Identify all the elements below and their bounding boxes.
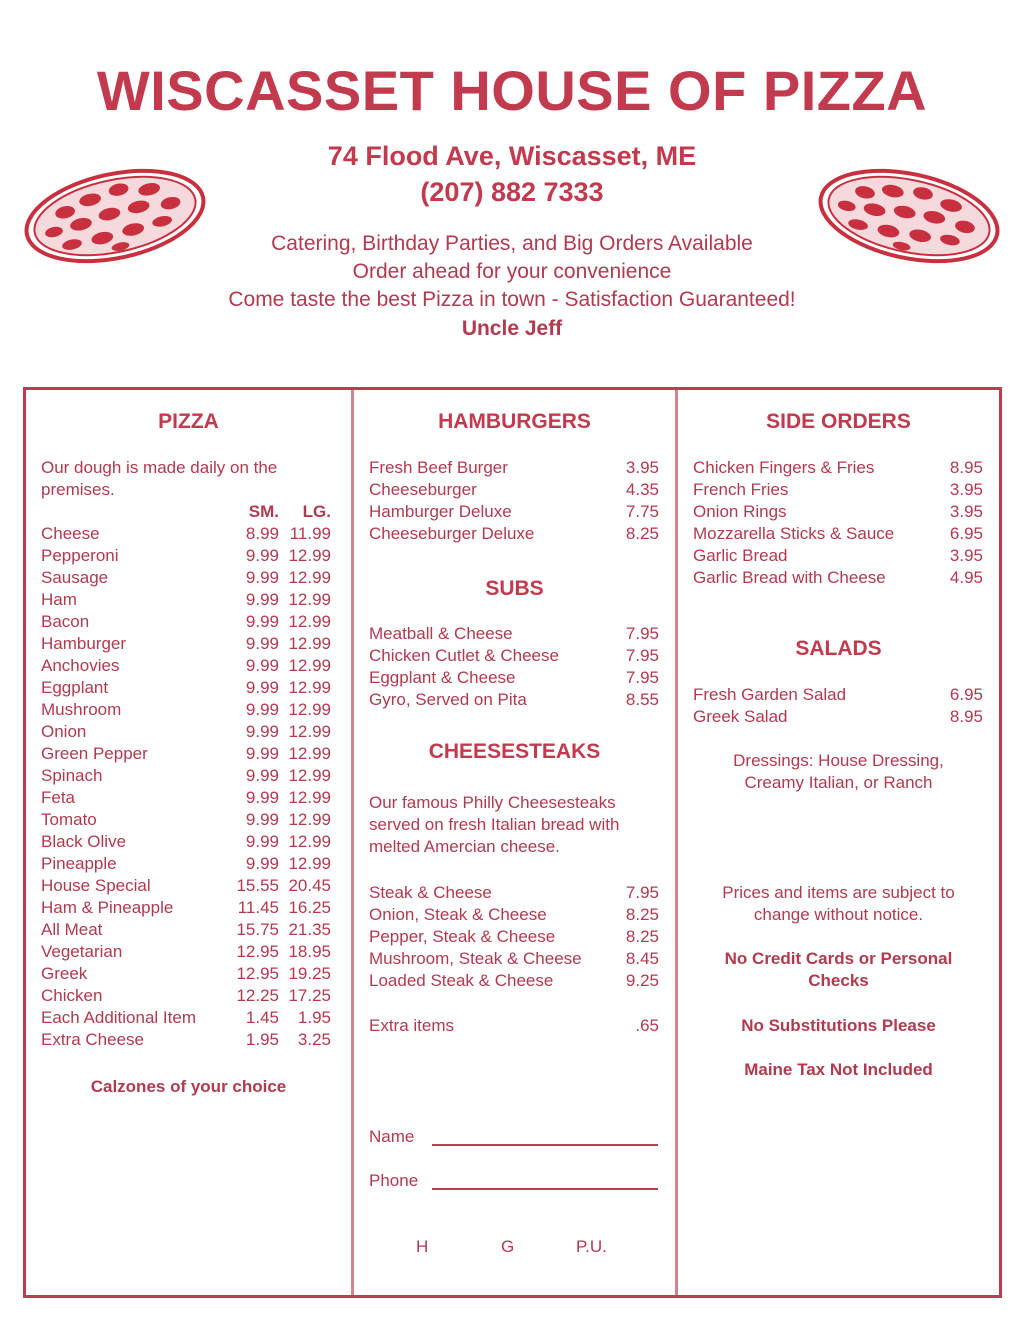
- tax-notice: Maine Tax Not Included: [744, 1060, 933, 1079]
- menu-item-row: [41, 721, 331, 743]
- menu-item-row: [41, 809, 331, 831]
- phone-number: (207) 882 7333: [420, 177, 604, 207]
- menu-item-row: [41, 985, 331, 1007]
- item-price: 3.95: [949, 546, 983, 565]
- menu-item-row: [369, 501, 659, 523]
- price-large: 12.99: [288, 854, 331, 873]
- menu-item-row: [41, 589, 331, 611]
- item-name: Greek Salad: [693, 707, 788, 726]
- menu-item-row: [41, 699, 331, 721]
- item-name: Extra Cheese: [41, 1030, 144, 1049]
- item-price: 3.95: [625, 458, 659, 477]
- price-large: 11.99: [289, 524, 331, 543]
- cheesesteak-intro-3: melted Amercian cheese.: [369, 837, 560, 856]
- price-large: 12.99: [288, 678, 331, 697]
- item-price: 8.25: [625, 524, 659, 543]
- price-small: 1.95: [245, 1030, 279, 1049]
- pizza-column: [26, 390, 351, 1295]
- price-small: 9.99: [245, 788, 279, 807]
- price-large: 12.99: [288, 546, 331, 565]
- menu-item-row: [41, 919, 331, 941]
- cheesesteaks-heading: CHEESESTEAKS: [428, 740, 601, 763]
- item-price: 8.25: [625, 905, 659, 924]
- calzones-note: Calzones of your choice: [90, 1077, 287, 1096]
- item-price: 6.95: [949, 685, 983, 704]
- price-large: 19.25: [288, 964, 331, 983]
- dressings-line-1: Dressings: House Dressing,: [733, 751, 944, 770]
- item-price: 8.95: [949, 458, 983, 477]
- item-name: Chicken Fingers & Fries: [693, 458, 875, 477]
- pizza-illustration-right: [816, 167, 1002, 265]
- price-large: 12.99: [288, 722, 331, 741]
- item-price: 7.95: [625, 624, 659, 643]
- extra-items-price: .65: [635, 1016, 659, 1035]
- middle-column: [354, 390, 675, 1295]
- prices-notice-1: Prices and items are subject to: [722, 883, 955, 902]
- menu-item-row: [693, 706, 983, 728]
- item-name: Each Additional Item: [41, 1008, 196, 1027]
- menu-item-row: [41, 743, 331, 765]
- price-small: 9.99: [245, 810, 279, 829]
- item-name: Meatball & Cheese: [369, 624, 513, 643]
- pizza-heading: PIZZA: [158, 410, 219, 433]
- menu-item-row: [693, 567, 983, 589]
- menu-item-row: [369, 667, 659, 689]
- dressings-line-2: Creamy Italian, or Ranch: [744, 773, 933, 792]
- item-name: Mushroom: [41, 700, 122, 719]
- menu-item-row: [41, 655, 331, 677]
- item-price: 7.95: [625, 883, 659, 902]
- price-large: 12.99: [288, 832, 331, 851]
- menu-item-row: [369, 457, 659, 479]
- price-large: 17.25: [288, 986, 331, 1005]
- item-name: Tomato: [41, 810, 97, 829]
- menu-item-row: [41, 611, 331, 633]
- price-large: 16.25: [288, 898, 331, 917]
- menu-item-row: [369, 479, 659, 501]
- menu-item-row: [369, 689, 659, 711]
- restaurant-title: WISCASSET HOUSE OF PIZZA: [96, 59, 928, 122]
- price-large: 18.95: [288, 942, 331, 961]
- pizza-intro-line-2: premises.: [41, 480, 115, 499]
- item-name: Black Olive: [41, 832, 127, 851]
- item-name: Feta: [41, 788, 76, 807]
- menu-box: [23, 387, 1002, 1298]
- price-small: 9.99: [245, 744, 279, 763]
- item-name: Hamburger: [41, 634, 127, 653]
- price-small: 9.99: [245, 634, 279, 653]
- option-pickup[interactable]: P.U.: [576, 1237, 607, 1256]
- hamburgers-heading: HAMBURGERS: [438, 410, 591, 433]
- menu-item-row: [369, 904, 659, 926]
- item-price: 6.95: [949, 524, 983, 543]
- price-large: 12.99: [288, 634, 331, 653]
- item-name: Onion Rings: [693, 502, 787, 521]
- item-price: 9.25: [625, 971, 659, 990]
- price-large: 1.95: [297, 1008, 331, 1027]
- name-label: Name: [369, 1127, 415, 1146]
- item-price: 3.95: [949, 502, 983, 521]
- item-price: 7.95: [625, 646, 659, 665]
- item-name: Cheese: [41, 524, 100, 543]
- menu-item-row: [41, 963, 331, 985]
- phone-field[interactable]: [432, 1188, 658, 1190]
- menu-item-row: [41, 545, 331, 567]
- menu-item-row: [41, 1007, 331, 1029]
- menu-item-row: [369, 926, 659, 948]
- menu-item-row: [41, 853, 331, 875]
- item-name: Chicken Cutlet & Cheese: [369, 646, 559, 665]
- tagline-satisfaction: Come taste the best Pizza in town - Satisfaction Guaranteed!: [228, 288, 796, 311]
- price-large: 20.45: [288, 876, 331, 895]
- price-small: 15.75: [236, 920, 279, 939]
- item-name: Pepperoni: [41, 546, 119, 565]
- option-home[interactable]: H: [416, 1237, 429, 1256]
- item-name: Gyro, Served on Pita: [369, 690, 527, 709]
- price-large: 12.99: [288, 766, 331, 785]
- size-small-label: SM.: [248, 502, 279, 521]
- item-name: Greek: [41, 964, 88, 983]
- menu-item-row: [369, 948, 659, 970]
- price-small: 9.99: [245, 722, 279, 741]
- no-credit-notice-2: Checks: [808, 971, 869, 990]
- item-name: Onion, Steak & Cheese: [369, 905, 547, 924]
- price-small: 15.55: [236, 876, 279, 895]
- price-small: 11.45: [237, 898, 279, 917]
- price-small: 9.99: [245, 700, 279, 719]
- item-price: 8.95: [949, 707, 983, 726]
- item-name: Spinach: [41, 766, 103, 785]
- option-g[interactable]: G: [501, 1237, 515, 1256]
- menu-item-row: [693, 501, 983, 523]
- no-substitutions-notice: No Substitutions Please: [741, 1016, 936, 1035]
- menu-item-row: [693, 457, 983, 479]
- price-small: 9.99: [245, 590, 279, 609]
- item-name: Garlic Bread with Cheese: [693, 568, 886, 587]
- item-price: 8.55: [625, 690, 659, 709]
- price-small: 9.99: [245, 656, 279, 675]
- pizza-size-header: [41, 501, 331, 523]
- item-name: Anchovies: [41, 656, 120, 675]
- menu-item-row: [41, 677, 331, 699]
- item-price: 7.95: [625, 668, 659, 687]
- address: 74 Flood Ave, Wiscasset, ME: [327, 141, 697, 171]
- menu-item-row: [41, 787, 331, 809]
- item-price: 7.75: [625, 502, 659, 521]
- item-name: French Fries: [693, 480, 789, 499]
- price-large: 12.99: [288, 656, 331, 675]
- item-name: Garlic Bread: [693, 546, 788, 565]
- menu-item-row: [41, 523, 331, 545]
- price-large: 12.99: [288, 744, 331, 763]
- item-name: Loaded Steak & Cheese: [369, 971, 554, 990]
- menu-item-row: [693, 523, 983, 545]
- price-large: 3.25: [297, 1030, 331, 1049]
- menu-item-row: [369, 523, 659, 545]
- price-small: 1.45: [245, 1008, 279, 1027]
- cheesesteak-intro-2: served on fresh Italian bread with: [369, 815, 620, 834]
- price-small: 9.99: [245, 568, 279, 587]
- no-credit-notice-1: No Credit Cards or Personal: [724, 949, 953, 968]
- item-name: Mushroom, Steak & Cheese: [369, 949, 582, 968]
- menu-item-row: [41, 875, 331, 897]
- menu-item-row: [693, 479, 983, 501]
- item-name: Chicken: [41, 986, 103, 1005]
- menu-item-row: [369, 882, 659, 904]
- menu-item-row: [41, 941, 331, 963]
- item-name: Vegetarian: [41, 942, 123, 961]
- price-large: 12.99: [288, 810, 331, 829]
- size-large-label: LG.: [302, 502, 331, 521]
- item-name: Onion: [41, 722, 87, 741]
- menu-item-row: [369, 623, 659, 645]
- item-name: Cheeseburger Deluxe: [369, 524, 535, 543]
- price-large: 12.99: [288, 590, 331, 609]
- tagline-catering: Catering, Birthday Parties, and Big Orders Available: [271, 232, 753, 255]
- menu-item-row: [693, 545, 983, 567]
- pizza-intro-line-1: Our dough is made daily on the: [41, 458, 278, 477]
- menu-item-row: [41, 633, 331, 655]
- cheesesteak-intro-1: Our famous Philly Cheesesteaks: [369, 793, 616, 812]
- price-small: 9.99: [245, 678, 279, 697]
- item-name: Fresh Garden Salad: [693, 685, 847, 704]
- item-name: Green Pepper: [41, 744, 148, 763]
- price-small: 12.95: [236, 942, 279, 961]
- item-price: 4.95: [949, 568, 983, 587]
- price-small: 9.99: [245, 766, 279, 785]
- subs-heading: SUBS: [485, 577, 544, 600]
- item-name: Bacon: [41, 612, 90, 631]
- item-price: 8.25: [625, 927, 659, 946]
- item-price: 4.35: [625, 480, 659, 499]
- menu-item-row: [369, 645, 659, 667]
- menu-item-row: [41, 897, 331, 919]
- item-name: Mozzarella Sticks & Sauce: [693, 524, 895, 543]
- item-price: 3.95: [949, 480, 983, 499]
- item-name: Hamburger Deluxe: [369, 502, 512, 521]
- menu-item-row: [41, 1029, 331, 1051]
- item-name: All Meat: [41, 920, 103, 939]
- item-name: Pineapple: [41, 854, 117, 873]
- price-large: 12.99: [288, 568, 331, 587]
- menu-item-row: [693, 684, 983, 706]
- price-small: 9.99: [245, 612, 279, 631]
- pizza-illustration-left: [22, 167, 208, 265]
- price-large: 12.99: [288, 788, 331, 807]
- item-name: Steak & Cheese: [369, 883, 492, 902]
- menu-item-row: [41, 567, 331, 589]
- price-small: 8.99: [245, 524, 279, 543]
- item-price: 8.45: [625, 949, 659, 968]
- item-name: Sausage: [41, 568, 109, 587]
- name-field[interactable]: [432, 1144, 658, 1146]
- item-name: Eggplant & Cheese: [369, 668, 516, 687]
- price-large: 12.99: [288, 700, 331, 719]
- right-column: [678, 390, 999, 1295]
- side-orders-heading: SIDE ORDERS: [766, 410, 911, 433]
- item-name: House Special: [41, 876, 151, 895]
- price-small: 9.99: [245, 854, 279, 873]
- menu-item-row: [369, 970, 659, 992]
- item-name: Pepper, Steak & Cheese: [369, 927, 556, 946]
- price-small: 12.95: [236, 964, 279, 983]
- item-name: Ham: [41, 590, 77, 609]
- prices-notice-2: change without notice.: [753, 905, 924, 924]
- price-small: 9.99: [245, 832, 279, 851]
- salads-heading: SALADS: [795, 637, 882, 660]
- phone-label: Phone: [369, 1171, 419, 1190]
- tagline-order-ahead: Order ahead for your convenience: [352, 260, 672, 283]
- signature: Uncle Jeff: [461, 317, 563, 340]
- price-small: 12.25: [236, 986, 279, 1005]
- item-name: Eggplant: [41, 678, 109, 697]
- menu-item-row: [41, 765, 331, 787]
- price-large: 12.99: [288, 612, 331, 631]
- item-name: Cheeseburger: [369, 480, 477, 499]
- extra-items-row: [369, 1015, 659, 1037]
- menu-item-row: [41, 831, 331, 853]
- extra-items-name: Extra items: [369, 1016, 455, 1035]
- item-name: Fresh Beef Burger: [369, 458, 508, 477]
- price-small: 9.99: [245, 546, 279, 565]
- item-name: Ham & Pineapple: [41, 898, 174, 917]
- price-large: 21.35: [288, 920, 331, 939]
